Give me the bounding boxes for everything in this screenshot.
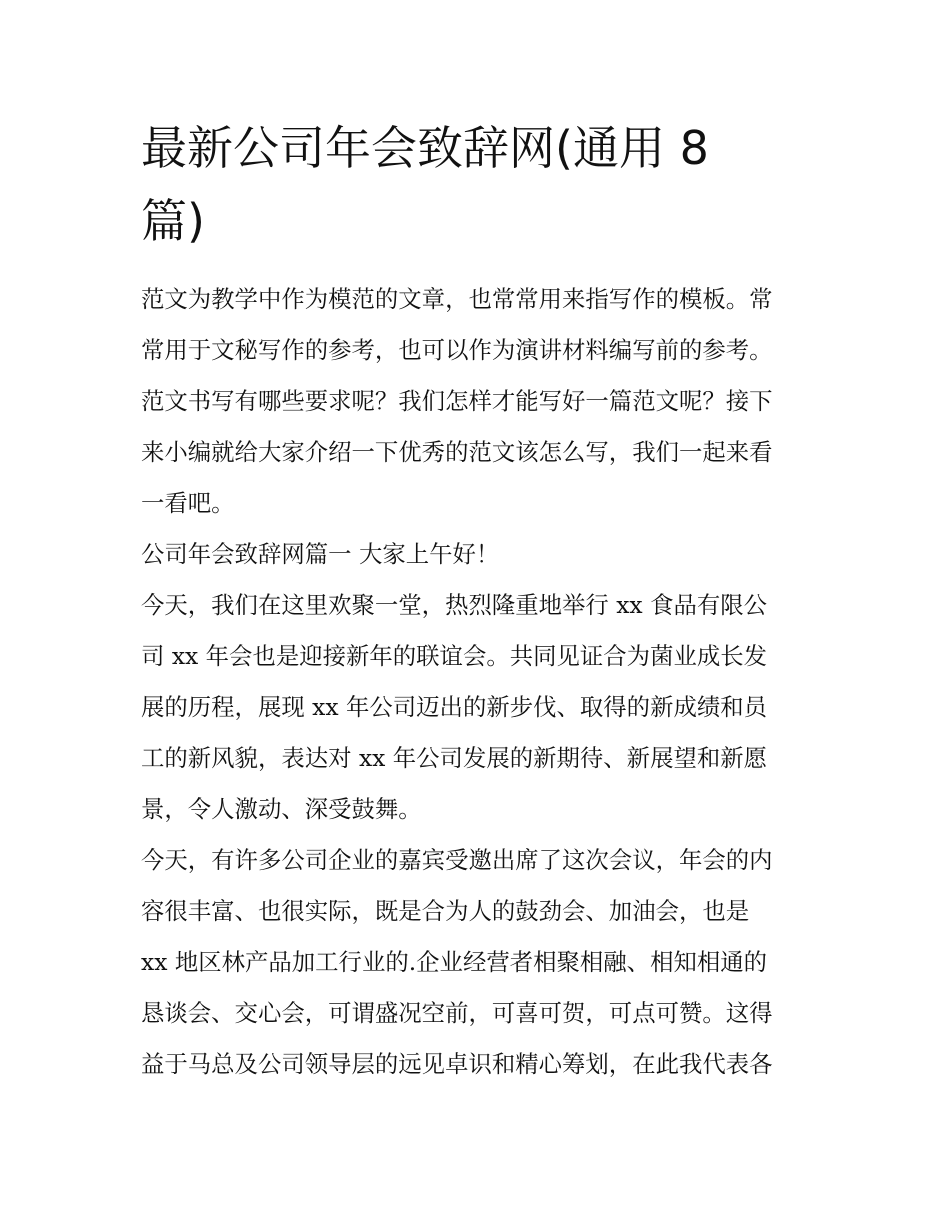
paragraph-line: 常用于文秘写作的参考，也可以作为演讲材料编写前的参考。 — [141, 336, 773, 364]
paragraph-line: xx 地区林产品加工行业的.企业经营者相聚相融、相知相通的 — [141, 948, 768, 976]
title-line-2: 篇) — [141, 194, 205, 248]
paragraph-intro — [141, 274, 813, 529]
paragraph-line: 来小编就给大家介绍一下优秀的范文该怎么写，我们一起来看 — [141, 438, 773, 466]
paragraph-line: 今天，我们在这里欢聚一堂，热烈隆重地举行 xx 食品有限公 — [141, 591, 768, 619]
paragraph-line: 范文为教学中作为模范的文章，也常常用来指写作的模板。常 — [141, 285, 773, 313]
title-line-1: 最新公司年会致辞网(通用 8 — [141, 121, 709, 175]
paragraph-line: 恳谈会、交心会，可谓盛况空前，可喜可贺，可点可赞。这得 — [141, 999, 773, 1027]
paragraph-line: 今天，有许多公司企业的嘉宾受邀出席了这次会议，年会的内 — [141, 846, 773, 874]
section-heading-line: 公司年会致辞网篇一 大家上午好！ — [141, 540, 500, 568]
paragraph-line: 景，令人激动、深受鼓舞。 — [141, 795, 422, 823]
paragraph-line: 一看吧。 — [141, 489, 235, 517]
paragraph-line: 司 xx 年会也是迎接新年的联谊会。共同见证合为菌业成长发 — [141, 642, 768, 670]
document-title — [141, 112, 813, 258]
paragraph-speech-2 — [141, 835, 813, 1090]
paragraph-line: 益于马总及公司领导层的远见卓识和精心筹划，在此我代表各 — [141, 1050, 773, 1078]
paragraph-line: 展的历程，展现 xx 年公司迈出的新步伐、取得的新成绩和员 — [141, 693, 768, 721]
document-content — [141, 112, 813, 1090]
paragraph-section-heading — [141, 529, 813, 580]
paragraph-line: 范文书写有哪些要求呢？我们怎样才能写好一篇范文呢？接下 — [141, 387, 773, 415]
paragraph-line: 工的新风貌，表达对 xx 年公司发展的新期待、新展望和新愿 — [141, 744, 768, 772]
paragraph-speech-1 — [141, 580, 813, 835]
paragraph-line: 容很丰富、也很实际，既是合为人的鼓劲会、加油会，也是 — [141, 897, 750, 925]
document-body — [141, 274, 813, 1090]
